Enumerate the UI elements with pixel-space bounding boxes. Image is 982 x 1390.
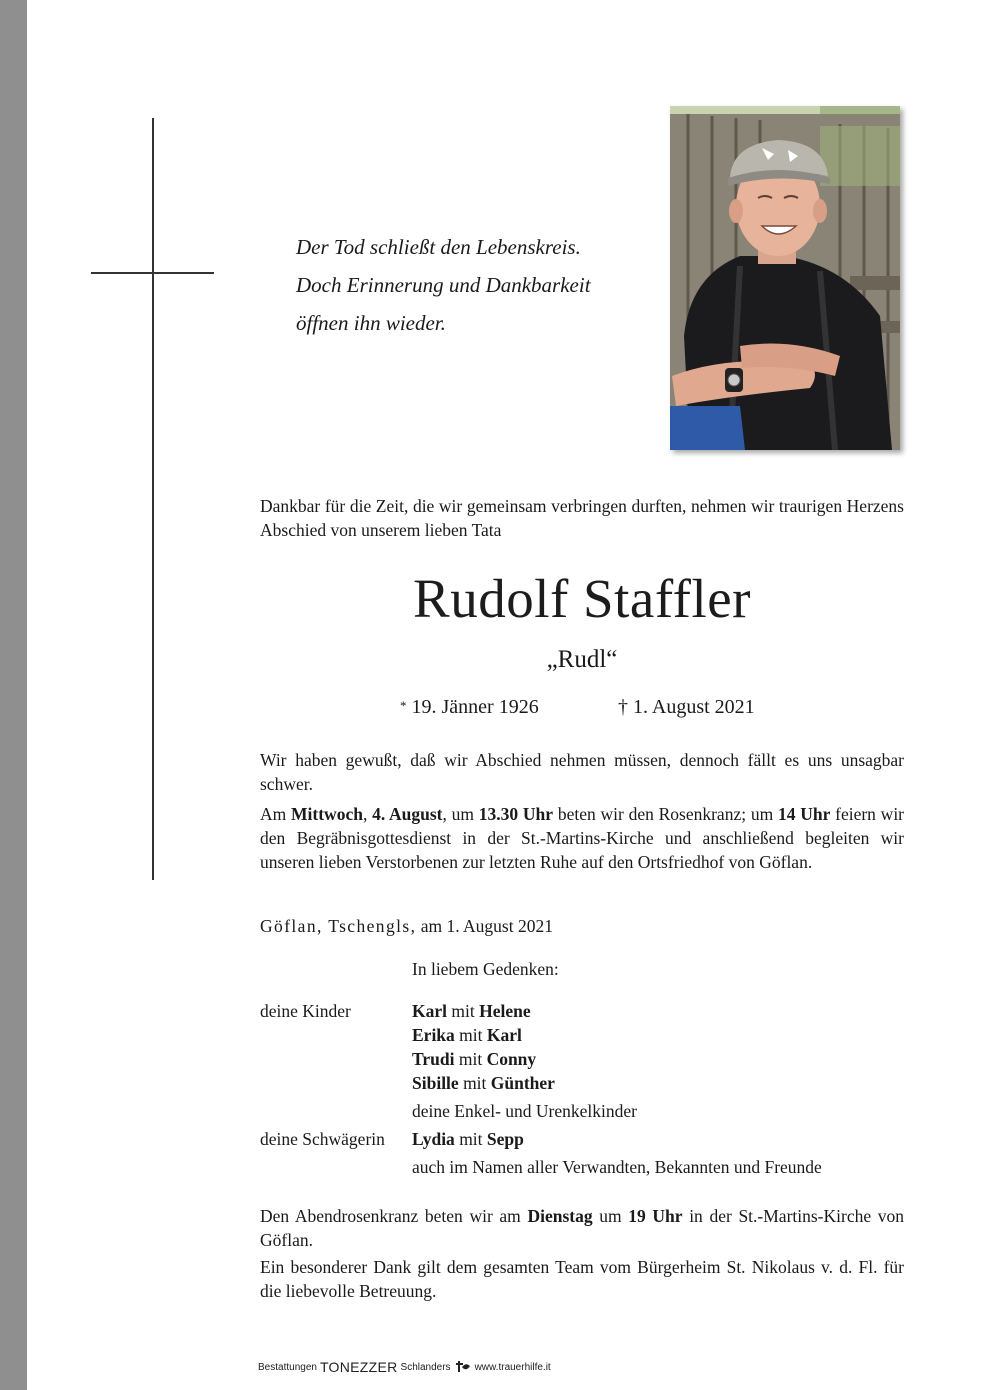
mourner-name: Trudi bbox=[412, 1049, 455, 1069]
announcement-paragraph-1: Wir haben gewußt, daß wir Abschied nehmen müssen, dennoch fällt es uns unsagbar schwer. bbox=[260, 750, 904, 794]
mourner-entry bbox=[412, 1071, 555, 1095]
connector: mit bbox=[454, 1049, 487, 1069]
mass-time: 14 Uhr bbox=[777, 804, 831, 824]
quote-line: Der Tod schließt den Lebenskreis. bbox=[296, 235, 581, 259]
deceased-name: Rudolf Staffler bbox=[413, 568, 751, 629]
weekday: Mittwoch bbox=[291, 804, 363, 824]
announcement-paragraph-2 bbox=[260, 802, 904, 874]
text-fragment: in der St.-Martins-Kirche von Göflan. bbox=[260, 1206, 905, 1250]
memory-heading: In liebem Gedenken: bbox=[412, 959, 559, 979]
footer-town: Schlanders bbox=[400, 1361, 451, 1373]
text-fragment: , um bbox=[442, 804, 479, 824]
connector: mit bbox=[454, 1129, 487, 1149]
death-date: † 1. August 2021 bbox=[618, 696, 755, 718]
funeral-home-footer bbox=[258, 1359, 551, 1375]
places: Göflan, Tschengls, bbox=[260, 916, 417, 936]
intro-text: Dankbar für die Zeit, die wir gemeinsam verbringen durften, nehmen wir traurigen Herzens Abschied von unserem lieben Tata bbox=[260, 496, 904, 540]
portrait-photo bbox=[670, 106, 900, 450]
birth-symbol: * bbox=[400, 698, 407, 713]
text-fragment: Am bbox=[260, 804, 292, 824]
partner-name: Conny bbox=[486, 1049, 537, 1069]
quote-line: öffnen ihn wieder. bbox=[296, 311, 446, 335]
mourner-name: Karl bbox=[412, 1001, 447, 1021]
connector: mit bbox=[458, 1073, 491, 1093]
birth-date bbox=[400, 693, 539, 721]
mourner-name: Erika bbox=[412, 1025, 455, 1045]
memorial-quote bbox=[296, 228, 591, 342]
mourner-entry bbox=[412, 999, 531, 1023]
connector: mit bbox=[454, 1025, 487, 1045]
left-margin-bar bbox=[0, 0, 27, 1390]
weekday: Dienstag bbox=[527, 1206, 593, 1226]
date: 4. August bbox=[372, 804, 443, 824]
rosary-time: 13.30 Uhr bbox=[478, 804, 554, 824]
place-and-date bbox=[260, 914, 553, 938]
cross-vertical-beam bbox=[152, 118, 154, 880]
date-text: am 1. August 2021 bbox=[416, 916, 553, 936]
funeral-home-logo-icon bbox=[454, 1360, 472, 1374]
closing-paragraph-1 bbox=[260, 1204, 904, 1252]
birth-date-text: 19. Jänner 1926 bbox=[411, 696, 539, 718]
mourner-name: Lydia bbox=[412, 1129, 455, 1149]
connector: mit bbox=[447, 1001, 480, 1021]
quote-line: Doch Erinnerung und Dankbarkeit bbox=[296, 273, 591, 297]
mourner-entry bbox=[412, 1127, 524, 1151]
footer-website: www.trauerhilfe.it bbox=[474, 1361, 551, 1373]
portrait-illustration bbox=[670, 106, 900, 450]
text-fragment: beten wir den Rosenkranz; um bbox=[553, 804, 778, 824]
mourner-name: Sibille bbox=[412, 1073, 459, 1093]
relatives-line: auch im Namen aller Verwandten, Bekannten und Freunde bbox=[412, 1157, 822, 1177]
children-label: deine Kinder bbox=[260, 1001, 351, 1021]
mourner-entry bbox=[412, 1047, 536, 1071]
mourner-entry bbox=[412, 1023, 522, 1047]
text-fragment: Den Abendrosenkranz beten wir am bbox=[260, 1206, 528, 1226]
rosary-time: 19 Uhr bbox=[628, 1206, 683, 1226]
partner-name: Karl bbox=[486, 1025, 522, 1045]
text-fragment: um bbox=[592, 1206, 629, 1226]
deceased-nickname: „Rudl“ bbox=[546, 646, 618, 673]
grandchildren: deine Enkel- und Urenkelkinder bbox=[412, 1101, 637, 1121]
text-fragment: feiern wir den Begräbnisgottesdienst in der St.-Martins-Kirche und anschließend begleiten wir unseren lieben Verstorbenen zur letzten Ruhe auf den Ortsfriedhof von Göflan. bbox=[260, 804, 905, 872]
footer-brand: TONEZZER bbox=[319, 1359, 398, 1375]
closing-paragraph-2: Ein besonderer Dank gilt dem gesamten Team vom Bürgerheim St. Nikolaus v. d. Fl. für die liebevolle Betreuung. bbox=[260, 1257, 904, 1301]
footer-prefix: Bestattungen bbox=[258, 1361, 317, 1373]
partner-name: Helene bbox=[479, 1001, 531, 1021]
cross-horizontal-beam bbox=[91, 272, 214, 274]
partner-name: Sepp bbox=[486, 1129, 524, 1149]
partner-name: Günther bbox=[490, 1073, 555, 1093]
sister-in-law-label: deine Schwägerin bbox=[260, 1129, 385, 1149]
text-fragment: , bbox=[362, 804, 373, 824]
